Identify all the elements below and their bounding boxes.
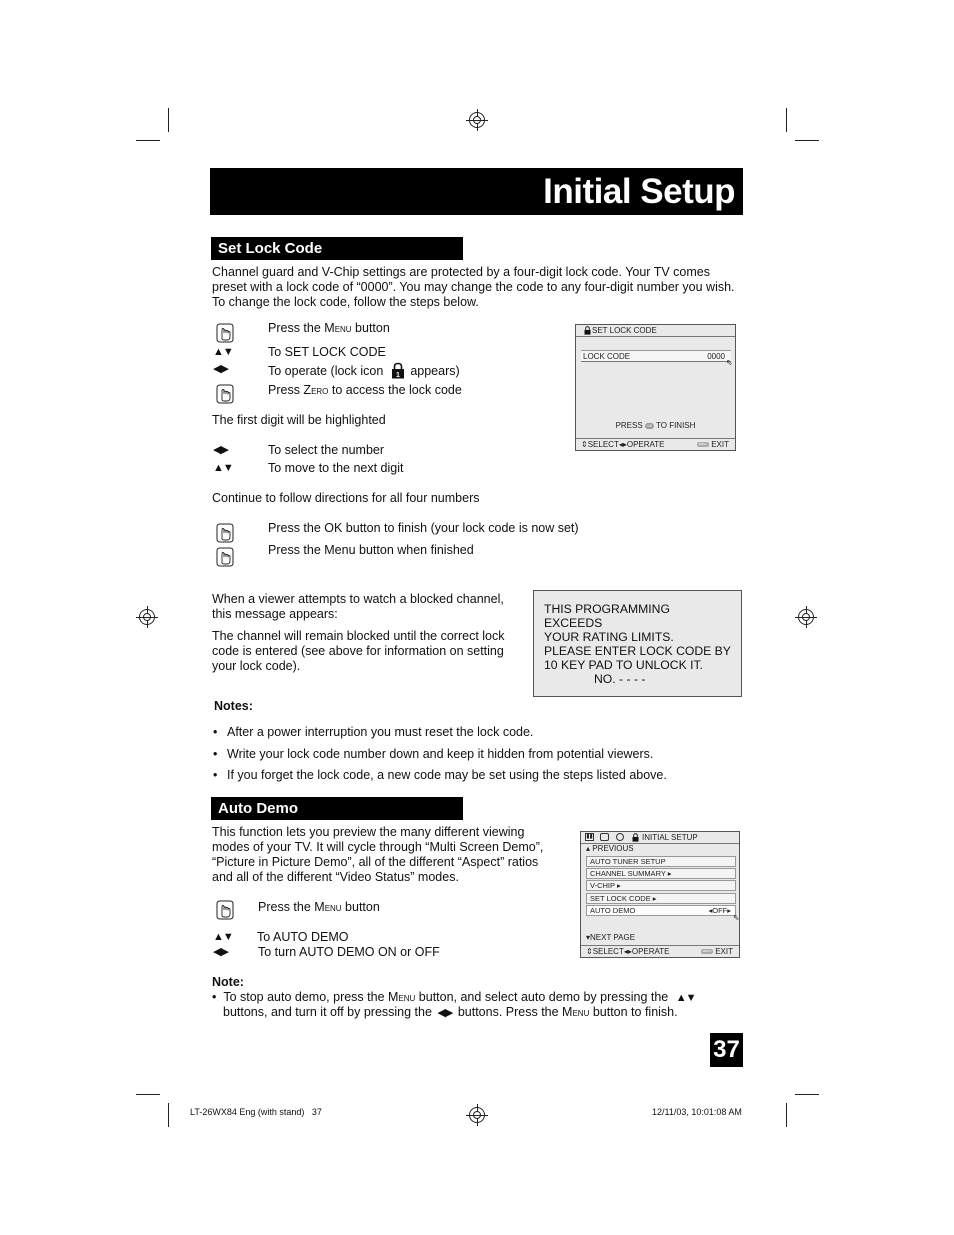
first-digit-note: The first digit will be highlighted [212,413,386,427]
ok-button-icon: OK [646,423,653,428]
screen-footer [581,945,739,957]
footer-right: 12/11/03, 10:01:08 AM [652,1107,742,1117]
menu-item-auto-demo[interactable]: AUTO DEMO ◂OFF▸ [586,905,736,916]
lock-icon [584,326,591,335]
step-press-menu: Press the Menu button [268,321,390,335]
menu-item-v-chip[interactable]: V-CHIP ▸ [586,880,736,891]
page-number: 37 [710,1033,743,1067]
menu-button-icon: MENU [698,442,708,446]
section-heading-auto-demo: Auto Demo [211,797,463,820]
left-right-arrows-icon: ◀▶ [213,946,228,958]
sound-tab-icon [600,833,609,841]
crop-mark [168,1103,169,1127]
lock-code-label: LOCK CODE [583,352,631,361]
menu-button-icon: MENU [702,949,712,953]
hand-press-icon [213,521,237,545]
picture-tab-icon: ▮▮ [586,834,593,840]
crop-mark [136,1094,160,1095]
screen-header [581,832,739,844]
press-ok-hint: PRESS OK TO FINISH [615,421,696,430]
intro-line: Channel guard and V-Chip settings are protected by a four-digit lock code. Your TV comes [212,265,710,279]
crop-mark [795,140,819,141]
crop-mark [795,1094,819,1095]
step-operate: To operate (lock icon 1 appears) [268,364,460,379]
registration-mark-icon [469,112,485,128]
step-select-number: To select the number [268,443,385,457]
footer-select: ⇕SELECT◂▸OPERATE [581,440,665,449]
blocked-text-1: When a viewer attempts to watch a blocked channel, this message appears: [212,592,504,621]
step-menu-finished: Press the Menu button when finished [268,543,474,557]
registration-mark-icon [469,1107,485,1123]
screen-header-title: SET LOCK CODE [592,326,657,335]
step-ok-finish: Press the OK button to finish (your lock code is now set) [268,521,579,535]
lock-icon [632,833,639,842]
left-right-arrows-icon: ◀▶ [213,363,228,375]
screen-footer [576,438,735,450]
intro-line: To change the lock code, follow the steps below. [212,295,479,309]
up-down-arrows-icon: ▲▼ [213,346,233,358]
hand-press-icon [213,545,237,569]
crop-mark [786,108,787,132]
page-title: Initial Setup [543,172,735,211]
menu-item-set-lock-code[interactable]: SET LOCK CODE ▸ [586,893,736,904]
crop-mark [136,140,160,141]
auto-demo-note-line-2: buttons, and turn it off by pressing the ◀▶ buttons. Press the Menu button to finish. [223,1005,678,1019]
step-to-set-lock-code: To SET LOCK CODE [268,345,386,359]
clock-tab-icon [616,833,624,841]
registration-mark-icon [798,609,814,625]
auto-demo-press-menu: Press the Menu button [258,900,380,914]
footer-left: LT-26WX84 Eng (with stand) 37 [190,1107,322,1117]
notes-heading: Notes: [214,699,253,713]
auto-demo-turn: To turn AUTO DEMO ON or OFF [258,945,440,959]
hand-press-icon [213,321,237,345]
step-next-digit: To move to the next digit [268,461,404,475]
continue-note: Continue to follow directions for all four numbers [212,491,480,505]
lock-code-value: 0000 [707,352,725,361]
note-item: • After a power interruption you must reset the lock code. [213,725,533,740]
auto-demo-note-heading: Note: [212,975,244,989]
hand-press-icon [213,898,237,922]
blocked-message-box: THIS PROGRAMMING EXCEEDS YOUR RATING LIMITS. PLEASE ENTER LOCK CODE BY 10 KEY PAD TO UNLOCK IT. NO. - - - - [533,590,742,697]
footer-exit: EXIT [715,947,733,956]
left-right-arrows-icon: ◀▶ [437,1007,453,1019]
previous-item[interactable]: ▴ PREVIOUS [586,844,634,853]
initial-setup-screen [580,831,740,958]
set-lock-code-intro [212,265,735,310]
auto-demo-to: To AUTO DEMO [257,930,349,944]
auto-demo-value: OFF [712,906,728,915]
auto-demo-note-line-1: • To stop auto demo, press the Menu button, and select auto demo by pressing the ▲▼ [212,990,696,1004]
footer-exit: EXIT [711,440,729,449]
menu-item-auto-tuner-setup[interactable]: AUTO TUNER SETUP [586,856,736,867]
set-lock-code-screen [575,324,736,451]
up-down-arrows-icon: ▲▼ [213,462,233,474]
crop-mark [168,108,169,132]
hand-press-icon [213,382,237,406]
up-down-arrows-icon: ▲▼ [213,931,233,943]
section-heading-set-lock-code: Set Lock Code [211,237,463,260]
intro-line: preset with a lock code of “0000”. You may change the code to any four-digit number you wish. [212,280,735,294]
lock-icon [391,362,405,379]
left-right-arrows-icon: ◀▶ [213,444,228,456]
title-bar [210,168,743,215]
up-down-arrows-icon: ▲▼ [675,992,696,1004]
cursor-icon: ⇖ [726,358,733,367]
svg-text:1: 1 [395,372,400,379]
registration-mark-icon [139,609,155,625]
crop-mark [786,1103,787,1127]
next-page-item[interactable]: ▾NEXT PAGE [586,933,636,942]
lock-code-field[interactable] [581,350,731,362]
note-item: • If you forget the lock code, a new code may be set using the steps listed above. [213,768,667,783]
screen-header [576,325,735,337]
blocked-text-2: The channel will remain blocked until the correct lock code is entered (see above for information on setting your lock code). [212,629,505,673]
footer-select: ⇕SELECT◂▸OPERATE [586,947,670,956]
screen-header-title: INITIAL SETUP [642,833,698,842]
auto-demo-intro: This function lets you preview the many different viewing modes of your TV. It will cycle through “Multi Screen Demo”, “Picture in Picture Demo”, all of the different “Aspect” ratios and all of the different “Video Status” modes. [212,825,544,884]
cursor-icon: ⇖ [733,913,740,922]
note-item: • Write your lock code number down and keep it hidden from potential viewers. [213,747,653,762]
menu-item-channel-summary[interactable]: CHANNEL SUMMARY ▸ [586,868,736,879]
step-press-zero: Press Zero to access the lock code [268,383,462,397]
